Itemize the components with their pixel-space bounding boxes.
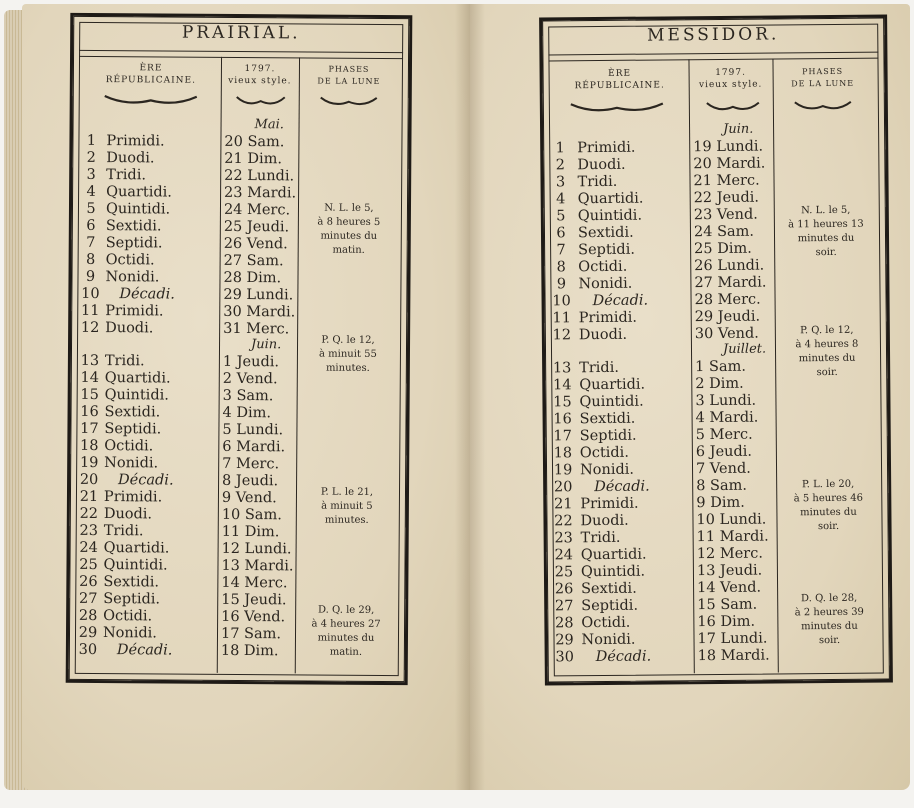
republican-day-name: Octidi. [578, 258, 628, 276]
phase-line: P. Q. le 12, [321, 334, 375, 346]
republican-day-name: Quintidi. [103, 557, 168, 574]
republican-day-name: Primidi. [106, 133, 165, 150]
republican-day-name: Duodi. [103, 506, 153, 523]
republican-day-number: 11 [80, 302, 100, 320]
moon-phase-note [778, 478, 878, 535]
old-style-date: 27 Mardi. [694, 274, 767, 292]
republican-day-number: 12 [80, 319, 100, 337]
republican-day-name: Sextidi. [579, 410, 636, 428]
republican-day-name: Duodi. [578, 326, 628, 344]
republican-day-number: 16 [80, 403, 99, 421]
moon-phase-note [298, 485, 396, 528]
old-style-date: 20 Mardi. [693, 155, 766, 173]
republican-day-name: Octidi. [105, 252, 155, 269]
phase-line: N. L. le 5, [801, 204, 851, 217]
old-style-date: 23 Vend. [693, 206, 758, 224]
old-style-date: 2 Dim. [695, 375, 744, 393]
phase-line: D. Q. le 29, [318, 604, 375, 616]
header-line: DE LA LUNE [317, 76, 381, 86]
republican-day-number: 10 [81, 285, 100, 303]
republican-day-number: 23 [79, 522, 99, 540]
header-line: RÉPUBLICAINE. [574, 80, 665, 92]
old-style-date: 1 Sam. [695, 358, 746, 376]
republican-day-name: Tridi. [103, 523, 144, 540]
old-style-date: 31 Merc. [223, 320, 290, 338]
republican-day-name: Duodi. [105, 320, 154, 337]
old-style-date: 11 Mardi. [696, 528, 769, 546]
republican-day-name: Sextidi. [581, 580, 637, 598]
old-month-label: Juillet. [722, 341, 767, 357]
phase-line: à 4 heures 8 [795, 338, 859, 351]
old-style-date: 22 Lundi. [224, 167, 295, 185]
republican-day-number: 28 [78, 607, 98, 625]
flourish-ornament [103, 92, 199, 107]
republican-day-number: 8 [556, 259, 566, 276]
month-title: PRAIRIAL. [181, 22, 301, 44]
phase-line: à 8 heures 5 [317, 216, 381, 228]
phase-line: P. L. le 21, [320, 486, 374, 498]
old-style-date: 13 Jeudi. [696, 562, 763, 580]
old-style-date: 19 Lundi. [693, 138, 764, 156]
republican-day-number: 23 [554, 530, 573, 547]
old-style-date: 16 Vend. [221, 608, 286, 626]
republican-day-number: 6 [86, 217, 96, 234]
republican-day-number: 25 [554, 564, 574, 581]
republican-day-number: 4 [86, 183, 96, 200]
header-line: PHASES [802, 66, 844, 77]
phase-line: à 4 heures 27 [311, 618, 381, 630]
phase-line: minutes du [317, 632, 375, 644]
republican-day-name: Sextidi. [577, 224, 634, 242]
flourish-ornament [793, 98, 853, 113]
republican-day-name: Duodi. [577, 156, 626, 174]
republican-day-name: Tridi. [106, 167, 147, 184]
phase-line: à 11 heures 13 [788, 218, 864, 231]
republican-day-name: Tridi. [580, 529, 621, 547]
old-style-date: 18 Mardi. [697, 647, 770, 665]
republican-day-number: 15 [80, 386, 99, 404]
republican-day-number: 24 [554, 547, 574, 564]
old-style-date: 11 Dim. [221, 523, 280, 541]
republican-day-number: 26 [79, 573, 98, 591]
republican-day-number: 28 [555, 615, 574, 632]
republican-day-number: 20 [79, 471, 99, 489]
col3-header [775, 66, 871, 91]
republican-day-number: 12 [552, 327, 572, 344]
phase-line: soir. [816, 366, 838, 379]
republican-day-name: Décadi. [116, 642, 173, 659]
header-line: vieux style. [228, 75, 292, 87]
old-style-date: 20 Sam. [224, 133, 285, 151]
phase-line: soir. [818, 634, 841, 647]
old-style-date: 9 Dim. [696, 494, 745, 512]
moon-phase-note [779, 592, 879, 649]
old-style-date: 24 Sam. [693, 223, 755, 241]
old-month-label: Mai. [254, 117, 284, 133]
republican-day-number: 19 [79, 454, 99, 472]
col3-header [301, 63, 397, 88]
republican-day-number: 13 [80, 352, 100, 370]
republican-day-number: 19 [553, 462, 573, 479]
old-style-date: 25 Dim. [694, 240, 752, 258]
header-line: 1797. [244, 64, 276, 75]
prairial-calendar-frame [66, 13, 413, 685]
old-style-date: 28 Merc. [694, 291, 761, 309]
republican-day-number: 27 [554, 598, 574, 615]
old-style-date: 9 Vend. [221, 489, 277, 507]
republican-day-number: 9 [85, 268, 96, 285]
month-title: MESSIDOR. [647, 24, 780, 46]
republican-day-number: 30 [78, 641, 98, 659]
phase-line: minutes. [324, 514, 369, 526]
republican-day-number: 25 [79, 556, 98, 574]
messidor-calendar-frame [539, 14, 893, 685]
republican-day-number: 21 [554, 496, 573, 513]
republican-day-name: Primidi. [580, 495, 639, 513]
header-line: ÈRE [139, 63, 163, 74]
republican-day-name: Quintidi. [577, 207, 643, 225]
republican-day-name: Septidi. [104, 421, 162, 438]
header-line: vieux style. [698, 79, 763, 91]
phase-line: à minuit 5 [321, 500, 373, 512]
republican-day-name: Quartidi. [579, 376, 646, 394]
phase-line: à 5 heures 46 [793, 492, 863, 505]
republican-day-name: Quintidi. [579, 393, 644, 411]
republican-day-name: Octidi. [579, 444, 629, 462]
old-style-date: 21 Dim. [224, 150, 283, 168]
republican-day-name: Quartidi. [580, 546, 647, 564]
old-style-date: 5 Lundi. [222, 421, 284, 439]
old-style-date: 26 Vend. [223, 235, 288, 253]
old-style-date: 14 Vend. [697, 579, 762, 597]
phase-line: P. Q. le 12, [800, 324, 854, 337]
republican-day-name: Tridi. [104, 353, 145, 370]
republican-day-name: Sextidi. [103, 574, 160, 591]
col2-header [223, 63, 297, 88]
republican-day-name: Nonidi. [104, 455, 159, 472]
republican-day-name: Nonidi. [102, 625, 157, 642]
old-style-date: 16 Dim. [697, 613, 756, 631]
old-style-date: 29 Lundi. [223, 286, 294, 304]
old-style-date: 17 Lundi. [697, 630, 768, 648]
republican-day-number: 22 [79, 505, 99, 523]
republican-day-name: Septidi. [578, 241, 635, 259]
republican-day-number: 3 [555, 174, 566, 191]
republican-day-name: Octidi. [104, 438, 154, 455]
republican-day-name: Octidi. [103, 608, 153, 625]
phase-line: minutes du [800, 506, 857, 519]
moon-phase-note [300, 201, 398, 258]
republican-day-number: 8 [85, 251, 96, 268]
old-style-date: 23 Mardi. [224, 184, 297, 202]
flourish-ornament [705, 99, 761, 113]
republican-day-name: Septidi. [105, 235, 163, 252]
old-style-date: 7 Vend. [695, 460, 751, 478]
old-style-date: 24 Merc. [223, 201, 291, 219]
republican-day-name: Primidi. [103, 489, 163, 506]
phase-line: soir. [815, 246, 837, 259]
republican-day-name: Quintidi. [580, 563, 646, 581]
phase-line: à minuit 55 [319, 348, 377, 360]
republican-day-number: 30 [555, 649, 574, 666]
republican-day-number: 18 [553, 445, 573, 462]
phase-line: N. L. le 5, [324, 202, 374, 214]
old-style-date: 2 Vend. [222, 370, 278, 388]
old-month-label: Juin. [723, 121, 754, 137]
republican-day-name: Nonidi. [105, 269, 160, 286]
flourish-ornament [569, 99, 665, 114]
republican-day-number: 7 [556, 242, 566, 259]
old-style-date: 1 Jeudi. [222, 353, 280, 371]
old-style-date: 12 Merc. [696, 545, 764, 563]
republican-day-name: Tridi. [579, 359, 620, 377]
republican-day-number: 2 [86, 149, 96, 166]
republican-day-name: Primidi. [578, 309, 638, 327]
republican-day-number: 4 [555, 191, 566, 208]
republican-day-number: 21 [79, 488, 99, 506]
phase-line: minutes du [797, 232, 855, 245]
col1-header [83, 62, 219, 87]
old-style-date: 17 Sam. [220, 625, 282, 643]
phase-line: matin. [329, 646, 363, 658]
old-style-date: 30 Mardi. [223, 303, 296, 321]
republican-day-number: 5 [556, 208, 566, 225]
old-style-date: 3 Sam. [222, 387, 274, 405]
republican-day-name: Décadi. [592, 292, 649, 310]
old-style-date: 14 Merc. [221, 574, 288, 592]
old-style-date: 12 Lundi. [221, 540, 292, 558]
republican-day-number: 11 [552, 310, 572, 327]
republican-day-name: Quartidi. [577, 190, 644, 208]
header-line: 1797. [715, 67, 747, 78]
republican-day-number: 29 [555, 632, 574, 649]
flourish-ornament [319, 94, 379, 108]
flourish-ornament [235, 93, 287, 107]
republican-day-name: Septidi. [103, 591, 161, 608]
republican-day-number: 24 [79, 539, 98, 557]
republican-day-number: 29 [78, 624, 98, 642]
old-style-date: 4 Mardi. [695, 409, 759, 427]
republican-day-name: Septidi. [579, 427, 637, 445]
book-gutter [455, 4, 485, 790]
republican-day-name: Quintidi. [105, 201, 171, 218]
republican-day-name: Quartidi. [104, 370, 171, 387]
phase-line: minutes du [801, 620, 858, 633]
old-style-date: 21 Merc. [693, 172, 760, 190]
republican-day-number: 20 [553, 479, 573, 496]
republican-day-name: Primidi. [577, 139, 636, 157]
moon-phase-note [777, 324, 877, 381]
republican-day-number: 22 [554, 513, 573, 530]
old-style-date: 26 Lundi. [694, 257, 765, 275]
republican-day-number: 1 [86, 132, 97, 149]
header-line: ÈRE [608, 68, 632, 79]
phase-line: minutes du [320, 230, 378, 242]
republican-day-number: 3 [86, 166, 96, 183]
old-style-date: 6 Jeudi. [695, 443, 753, 461]
republican-day-name: Primidi. [105, 303, 164, 320]
republican-day-name: Décadi. [119, 286, 175, 303]
old-style-date: 6 Mardi. [222, 438, 286, 456]
republican-day-name: Quartidi. [103, 540, 170, 557]
republican-day-number: 14 [552, 377, 572, 394]
republican-day-name: Octidi. [581, 614, 631, 632]
old-style-date: 15 Sam. [697, 596, 758, 614]
old-style-date: 25 Jeudi. [223, 218, 290, 236]
republican-day-name: Quintidi. [104, 387, 169, 404]
republican-day-name: Duodi. [580, 512, 629, 530]
republican-day-number: 27 [78, 590, 98, 608]
republican-day-number: 5 [86, 200, 96, 217]
republican-day-number: 16 [553, 411, 572, 428]
republican-day-name: Duodi. [106, 150, 155, 167]
old-style-date: 10 Sam. [221, 506, 282, 524]
old-style-date: 15 Jeudi. [221, 591, 287, 609]
republican-day-number: 9 [556, 276, 567, 293]
old-style-date: 7 Merc. [222, 455, 280, 473]
old-style-date: 8 Sam. [696, 477, 748, 495]
phase-line: à 2 heures 39 [794, 606, 864, 619]
header-line: PHASES [328, 64, 370, 74]
republican-day-number: 13 [552, 360, 572, 377]
old-style-date: 3 Lundi. [695, 392, 757, 410]
phase-line: D. Q. le 28, [800, 592, 858, 605]
republican-day-number: 14 [80, 369, 100, 387]
moon-phase-note [297, 603, 395, 660]
republican-day-number: 18 [80, 437, 99, 455]
republican-day-name: Sextidi. [104, 404, 161, 421]
old-style-date: 13 Mardi. [221, 557, 294, 575]
republican-day-name: Décadi. [118, 472, 174, 489]
republican-day-name: Nonidi. [579, 461, 635, 479]
republican-day-number: 26 [554, 581, 574, 598]
col2-header [691, 67, 771, 92]
republican-day-number: 10 [552, 293, 571, 310]
republican-day-number: 1 [555, 140, 565, 157]
republican-day-name: Quartidi. [106, 184, 172, 201]
phase-line: soir. [817, 520, 840, 533]
republican-day-name: Septidi. [581, 597, 639, 615]
republican-day-number: 6 [556, 225, 566, 242]
republican-day-name: Sextidi. [105, 218, 162, 235]
col1-header [553, 67, 687, 92]
republican-day-number: 7 [86, 234, 96, 251]
old-style-date: 30 Vend. [694, 325, 759, 343]
old-style-date: 27 Sam. [223, 252, 284, 270]
old-style-date: 22 Jeudi. [693, 189, 760, 207]
moon-phase-note [776, 204, 876, 261]
republican-day-name: Décadi. [594, 478, 650, 496]
phase-line: P. L. le 20, [801, 478, 855, 491]
phase-line: minutes. [325, 362, 370, 374]
old-style-date: 5 Merc. [695, 426, 753, 444]
republican-day-name: Décadi. [595, 648, 652, 666]
republican-day-number: 15 [553, 394, 572, 411]
moon-phase-note [299, 333, 397, 376]
old-style-date: 4 Dim. [222, 404, 272, 422]
phase-line: minutes du [798, 352, 856, 365]
republican-day-name: Tridi. [577, 173, 618, 191]
republican-day-name: Nonidi. [581, 631, 636, 649]
header-line: DE LA LUNE [791, 78, 855, 89]
old-style-date: 18 Dim. [220, 642, 279, 660]
old-style-date: 10 Lundi. [696, 511, 767, 529]
old-style-date: 28 Dim. [223, 269, 282, 287]
header-line: RÉPUBLICAINE. [105, 75, 197, 86]
republican-day-number: 17 [80, 420, 99, 438]
phase-line: matin. [332, 244, 365, 256]
table-row [548, 647, 884, 667]
republican-day-number: 2 [555, 157, 566, 174]
old-style-date: 8 Jeudi. [222, 472, 279, 490]
republican-day-number: 17 [553, 428, 573, 445]
old-month-label: Juin. [250, 337, 282, 353]
old-style-date: 29 Jeudi. [694, 308, 761, 326]
republican-day-name: Nonidi. [578, 275, 633, 293]
